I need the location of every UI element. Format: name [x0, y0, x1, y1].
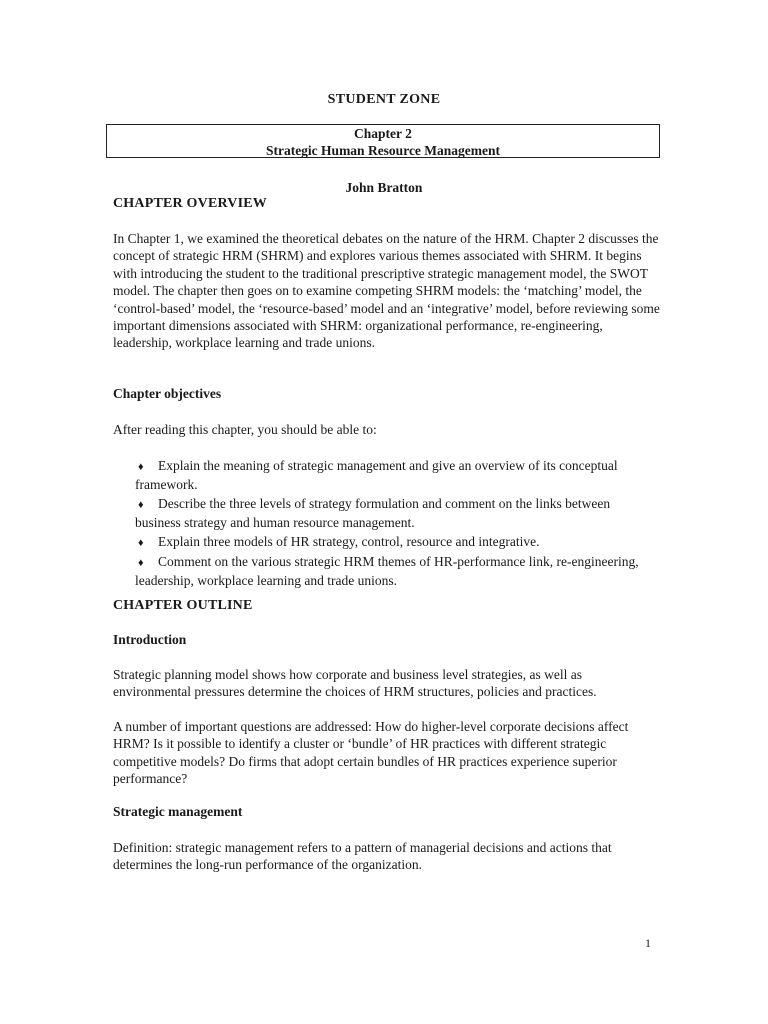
introduction-paragraph-1: Strategic planning model shows how corporate and business level strategies, as well as environmental pressures determine the choices of HRM structures, policies and practices. [113, 667, 597, 700]
zone-title: STUDENT ZONE [327, 92, 441, 107]
objective-text: Describe the three levels of strategy formulation and comment on the links between business strategy and human resource management. [135, 495, 611, 531]
overview-paragraph: In Chapter 1, we examined the theoretical debates on the nature of the HRM. Chapter 2 discusses the concept of strategic HRM (SHRM) and explores various themes associated with SHRM. It begins with introducing the student to the traditional prescriptive strategic management model, the SWOT model. The chapter then goes on to examine competing SHRM models: the ‘matching’ model, the ‘control-based’ model, the ‘resource-based’ model and an ‘integrative’ model, before reviewing some important dimensions associated with SHRM: organizational performance, re-engineering, leadership, workplace learning and trade unions. [113, 231, 660, 351]
strategic-management-heading: Strategic management [113, 804, 243, 819]
chapter-title: Strategic Human Resource Management [265, 143, 501, 158]
objective-text: Explain three models of HR strategy, control, resource and integrative. [158, 533, 540, 549]
list-item [135, 553, 645, 590]
objectives-intro: After reading this chapter, you should be able to: [113, 422, 377, 437]
list-item [135, 457, 645, 494]
list-item [135, 495, 645, 532]
chapter-title-box [106, 124, 660, 158]
diamond-bullet-icon: ♦ [138, 557, 144, 570]
diamond-bullet-icon: ♦ [138, 498, 144, 511]
chapter-label: Chapter 2 [354, 126, 412, 141]
page-number: 1 [645, 936, 651, 950]
author-name: John Bratton [345, 180, 423, 195]
objectives-heading: Chapter objectives [113, 386, 222, 401]
objective-text: Comment on the various strategic HRM themes of HR-performance link, re-engineering, leadership, workplace learning and trade unions. [135, 554, 639, 589]
outline-heading: CHAPTER OUTLINE [113, 598, 253, 613]
introduction-paragraph-2: A number of important questions are addressed: How do higher-level corporate decisions affect HRM? Is it possible to identify a cluster or ‘bundle’ of HR practices with different strategic competitive models? Do firms that adopt certain bundles of HR practices experience superior performance? [113, 719, 629, 787]
diamond-bullet-icon: ♦ [138, 461, 144, 473]
introduction-heading: Introduction [113, 632, 187, 647]
strategic-management-definition: Definition: strategic management refers to a pattern of managerial decisions and actions that determines the long-run performance of the organization. [113, 840, 612, 873]
list-item [135, 533, 645, 552]
diamond-bullet-icon: ♦ [138, 536, 144, 549]
overview-heading: CHAPTER OVERVIEW [113, 196, 268, 211]
objective-text: Explain the meaning of strategic management and give an overview of its conceptual framework. [135, 458, 618, 493]
objectives-list [135, 457, 645, 591]
